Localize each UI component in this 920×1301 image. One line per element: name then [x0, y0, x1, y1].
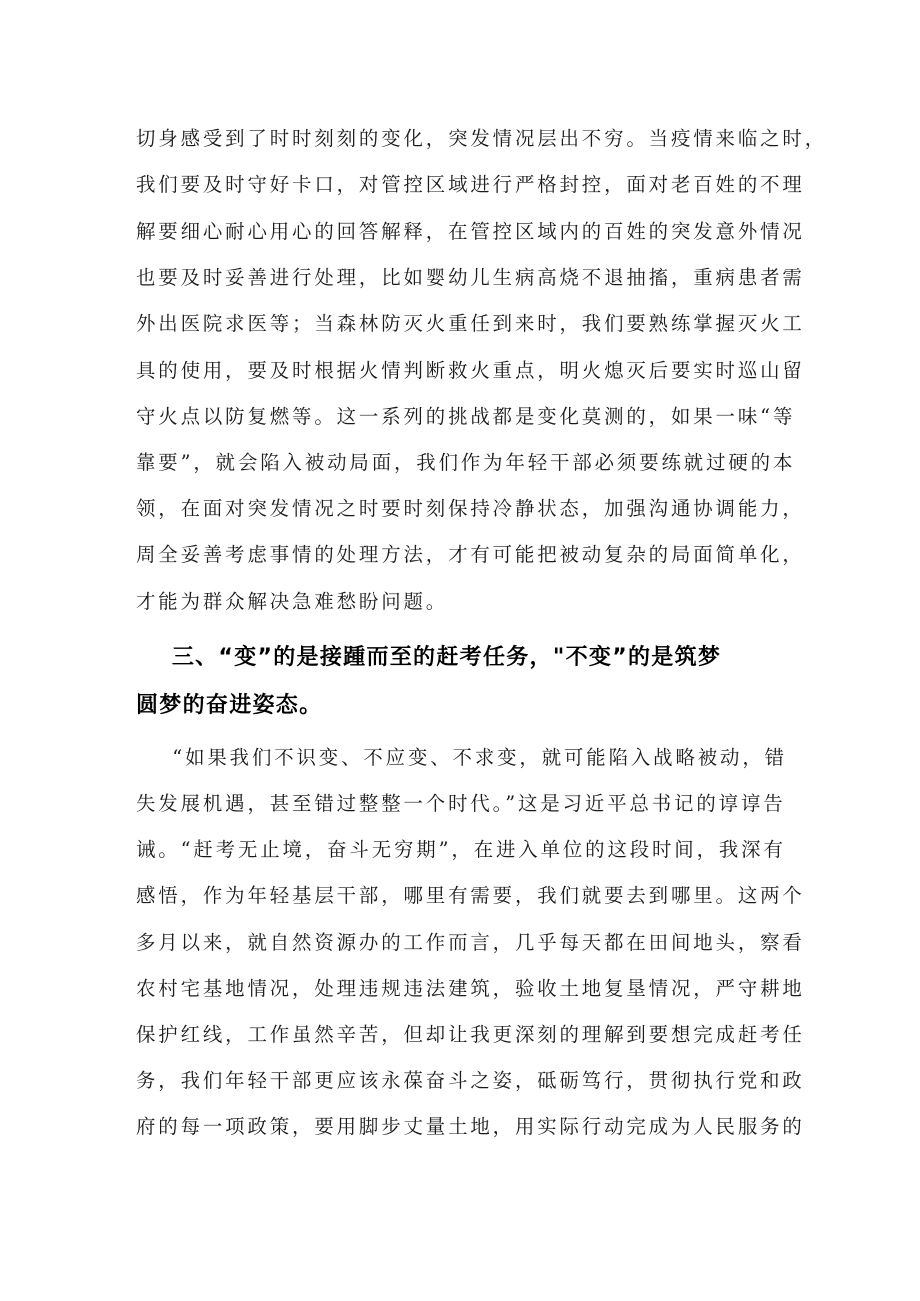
paragraph-line: 也要及时妥善进行处理，比如婴幼儿生病高烧不退抽搐，重病患者需	[136, 266, 805, 289]
paragraph-line: 领，在面对突发情况之时要时刻保持冷静状态，加强沟通协调能力，	[136, 497, 805, 520]
paragraph-line: 周全妥善考虑事情的处理方法，才有可能把被动复杂的局面简单化，	[136, 543, 805, 566]
paragraph-line: 靠要”，就会陷入被动局面，我们作为年轻干部必须要练就过硬的本	[136, 451, 796, 474]
paragraph-line: 解要细心耐心用心的回答解释，在管控区域内的百姓的突发意外情况	[136, 220, 805, 243]
paragraph-line: 守火点以防复燃等。这一系列的挑战都是变化莫测的，如果一味“等	[136, 405, 796, 428]
paragraph-line: “如果我们不识变、不应变、不求变，就可能陷入战略被动，错	[136, 746, 787, 769]
paragraph-line: 多月以来，就自然资源办的工作而言，几乎每天都在田间地头，察看	[136, 931, 805, 954]
paragraph-line: 感悟，作为年轻基层干部，哪里有需要，我们就要去到哪里。这两个	[136, 884, 805, 907]
paragraph-line: 务，我们年轻干部更应该永葆奋斗之姿，砥砺笃行，贯彻执行党和政	[136, 1069, 805, 1092]
section-heading: 三、“变”的是接踵而至的赶考任务，"不变”的是筑梦	[136, 645, 722, 670]
paragraph-line: 我们要及时守好卡口，对管控区域进行严格封控，面对老百姓的不理	[136, 173, 805, 196]
paragraph-line: 外出医院求医等；当森林防灭火重任到来时，我们要熟练掌握灭火工	[136, 312, 805, 335]
paragraph-line: 保护红线，工作虽然辛苦，但却让我更深刻的理解到要想完成赶考任	[136, 1023, 805, 1046]
section-heading: 圆梦的奋进姿态。	[136, 693, 323, 718]
paragraph-line: 失发展机遇，甚至错过整整一个时代。”这是习近平总书记的谆谆告	[136, 792, 786, 815]
paragraph-line: 切身感受到了时时刻刻的变化，突发情况层出不穷。当疫情来临之时，	[136, 127, 828, 150]
paragraph-line: 诫。“赶考无止境，奋斗无穷期”，在进入单位的这段时间，我深有	[136, 838, 786, 861]
paragraph-line: 府的每一项政策，要用脚步丈量土地，用实际行动完成为人民服务的	[136, 1115, 805, 1138]
paragraph-line: 具的使用，要及时根据火情判断救火重点，明火熄灭后要实时巡山留	[136, 359, 805, 382]
paragraph-line: 才能为群众解决急难愁盼问题。	[136, 590, 449, 613]
paragraph-line: 农村宅基地情况，处理违规违法建筑，验收土地复垦情况，严守耕地	[136, 977, 805, 1000]
